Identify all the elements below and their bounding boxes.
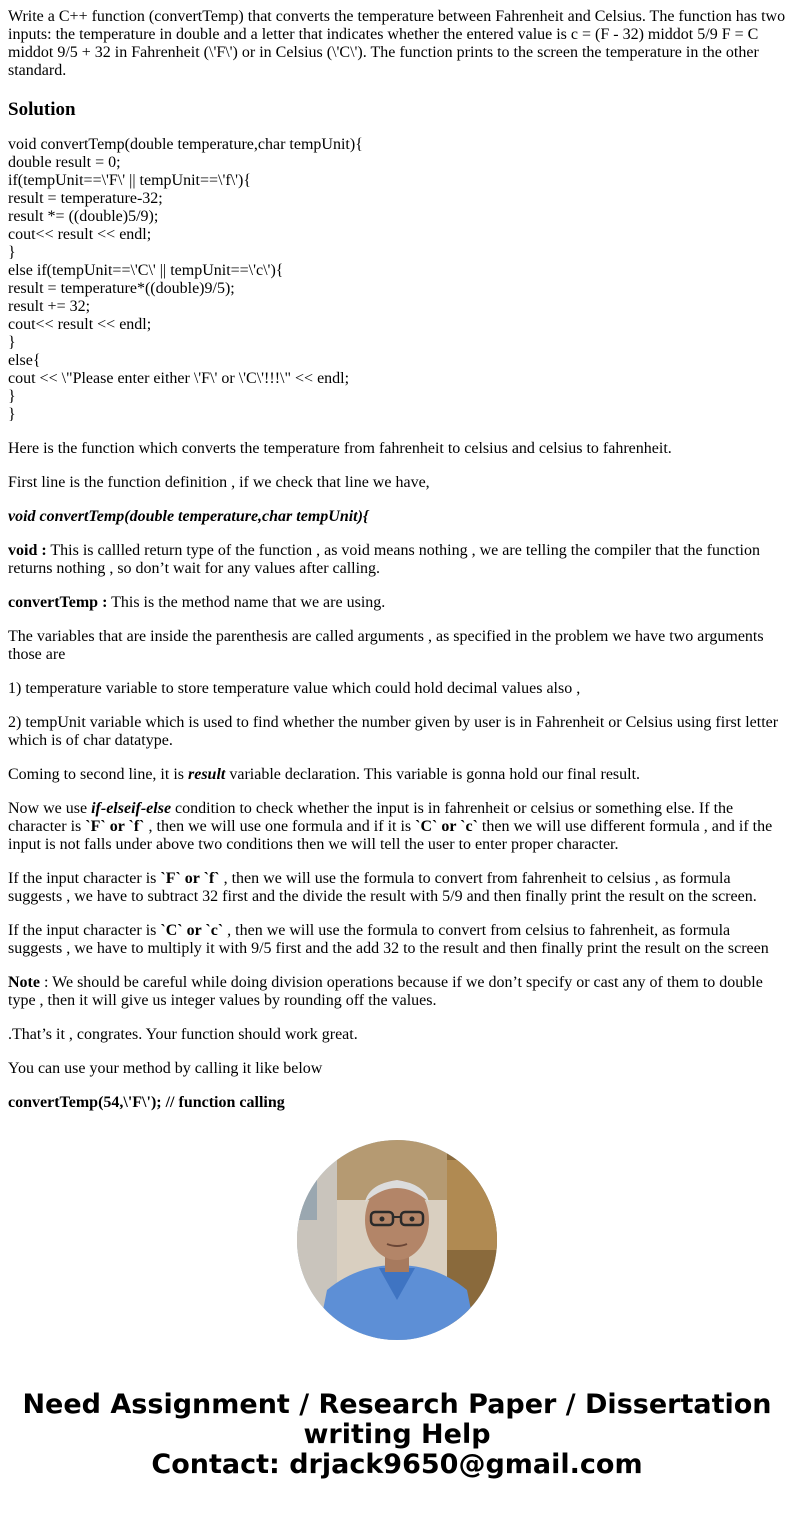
avatar-container bbox=[8, 1140, 786, 1340]
footer-line: Need Assignment / Research Paper / Dissertation bbox=[22, 1389, 772, 1420]
code-line: } bbox=[8, 388, 16, 405]
if-elseif-else-term: if-elseif-else bbox=[91, 800, 172, 817]
method-description: This is the method name that we are using. bbox=[107, 594, 386, 611]
void-paragraph bbox=[8, 542, 786, 578]
text-run: If the input character is bbox=[8, 870, 161, 887]
c-term: `C` or `c` bbox=[160, 922, 224, 939]
void-term: void : bbox=[8, 542, 47, 559]
code-line: if(tempUnit==\'F\' || tempUnit==\'f\'){ bbox=[8, 172, 252, 189]
condition-paragraph bbox=[8, 800, 786, 854]
result-term: result bbox=[188, 766, 226, 783]
code-line: cout<< result << endl; bbox=[8, 316, 152, 333]
call-intro-paragraph: You can use your method by calling it like below bbox=[8, 1060, 323, 1077]
method-paragraph bbox=[8, 594, 786, 612]
note-term: Note bbox=[8, 974, 40, 991]
code-block bbox=[8, 136, 786, 424]
code-line: cout<< result << endl; bbox=[8, 226, 152, 243]
text-run: If the input character is bbox=[8, 922, 161, 939]
f-term: `F` or `f` bbox=[85, 818, 145, 835]
code-line: result += 32; bbox=[8, 298, 91, 315]
fahrenheit-paragraph bbox=[8, 870, 786, 906]
code-line: } bbox=[8, 406, 16, 423]
argument-1-paragraph: 1) temperature variable to store temperature value which could hold decimal values also , bbox=[8, 680, 581, 697]
avatar bbox=[297, 1140, 497, 1340]
void-description: This is callled return type of the function , as void means nothing , we are telling the compiler that the function returns nothing , so don’t wait for any values after calling. bbox=[8, 542, 760, 577]
code-line: else{ bbox=[8, 352, 41, 369]
text-run: variable declaration. This variable is gonna hold our final result. bbox=[225, 766, 641, 783]
footer-line: writing Help bbox=[303, 1419, 491, 1450]
text-run: then we will use different formula , and if the input is not falls under above two conditions then we will tell the user to enter proper character. bbox=[8, 818, 773, 853]
second-line-paragraph bbox=[8, 766, 786, 784]
text-run: condition to check whether the input is in fahrenheit or celsius or something else. If the character is bbox=[8, 800, 734, 835]
celsius-paragraph bbox=[8, 922, 786, 958]
code-line: } bbox=[8, 244, 16, 261]
c-term: `C` or `c` bbox=[415, 818, 478, 835]
code-line: result = temperature*((double)9/5); bbox=[8, 280, 235, 297]
person-portrait-icon bbox=[297, 1140, 497, 1340]
question-text: Write a C++ function (convertTemp) that converts the temperature between Fahrenheit and Celsius. The function has two inputs: the temperature in double and a letter that indicates whether the entered value is c = (F - 32) middot 5/9 F = C middot 9/5 + 32 in Fahrenheit (\'F\') or in Celsius (\'C\'). The function prints to the screen the temperature in the other standard. bbox=[8, 8, 786, 79]
contact-footer bbox=[0, 1390, 794, 1480]
code-line: } bbox=[8, 334, 16, 351]
thats-it-paragraph: .That’s it , congrates. Your function should work great. bbox=[8, 1026, 358, 1043]
text-run: , then we will use the formula to convert from fahrenheit to celsius , as formula suggests , we have to subtract 32 first and the divide the result with 5/9 and then finally print the result on the screen. bbox=[8, 870, 757, 905]
text-run: Now we use bbox=[8, 800, 92, 817]
code-line: cout << \"Please enter either \'F\' or \'C\'!!!\" << endl; bbox=[8, 370, 350, 387]
call-example: convertTemp(54,\'F\'); // function calling bbox=[8, 1094, 285, 1111]
function-signature: void convertTemp(double temperature,char tempUnit){ bbox=[8, 508, 369, 525]
text-run: , then we will use one formula and if it is bbox=[144, 818, 416, 835]
solution-heading: Solution bbox=[8, 99, 76, 120]
code-line: else if(tempUnit==\'C\' || tempUnit==\'c\'){ bbox=[8, 262, 284, 279]
f-term: `F` or `f` bbox=[160, 870, 220, 887]
code-line: result *= ((double)5/9); bbox=[8, 208, 159, 225]
method-term: convertTemp : bbox=[8, 594, 108, 611]
code-line: double result = 0; bbox=[8, 154, 121, 171]
note-description: : We should be careful while doing division operations because if we don’t specify or cast any of them to double type , then it will give us integer values by rounding off the values. bbox=[8, 974, 763, 1009]
note-paragraph bbox=[8, 974, 786, 1010]
signature-paragraph bbox=[8, 508, 786, 526]
first-line-paragraph: First line is the function definition , if we check that line we have, bbox=[8, 474, 430, 491]
code-line: result = temperature-32; bbox=[8, 190, 163, 207]
text-run: Coming to second line, it is bbox=[8, 766, 188, 783]
argument-2-paragraph: 2) tempUnit variable which is used to find whether the number given by user is in Fahrenheit or Celsius using first letter which is of char datatype. bbox=[8, 714, 779, 749]
text-run: , then we will use the formula to convert from celsius to fahrenheit, as formula suggests , we have to multiply it with 9/5 first and the add 32 to the result and then finally print the result on the screen bbox=[8, 922, 769, 957]
arguments-paragraph: The variables that are inside the parenthesis are called arguments , as specified in the problem we have two arguments those are bbox=[8, 628, 764, 663]
contact-email: Contact: drjack9650@gmail.com bbox=[151, 1449, 643, 1480]
intro-paragraph: Here is the function which converts the temperature from fahrenheit to celsius and celsius to fahrenheit. bbox=[8, 440, 672, 457]
code-line: void convertTemp(double temperature,char tempUnit){ bbox=[8, 136, 363, 153]
call-example-paragraph bbox=[8, 1094, 786, 1112]
